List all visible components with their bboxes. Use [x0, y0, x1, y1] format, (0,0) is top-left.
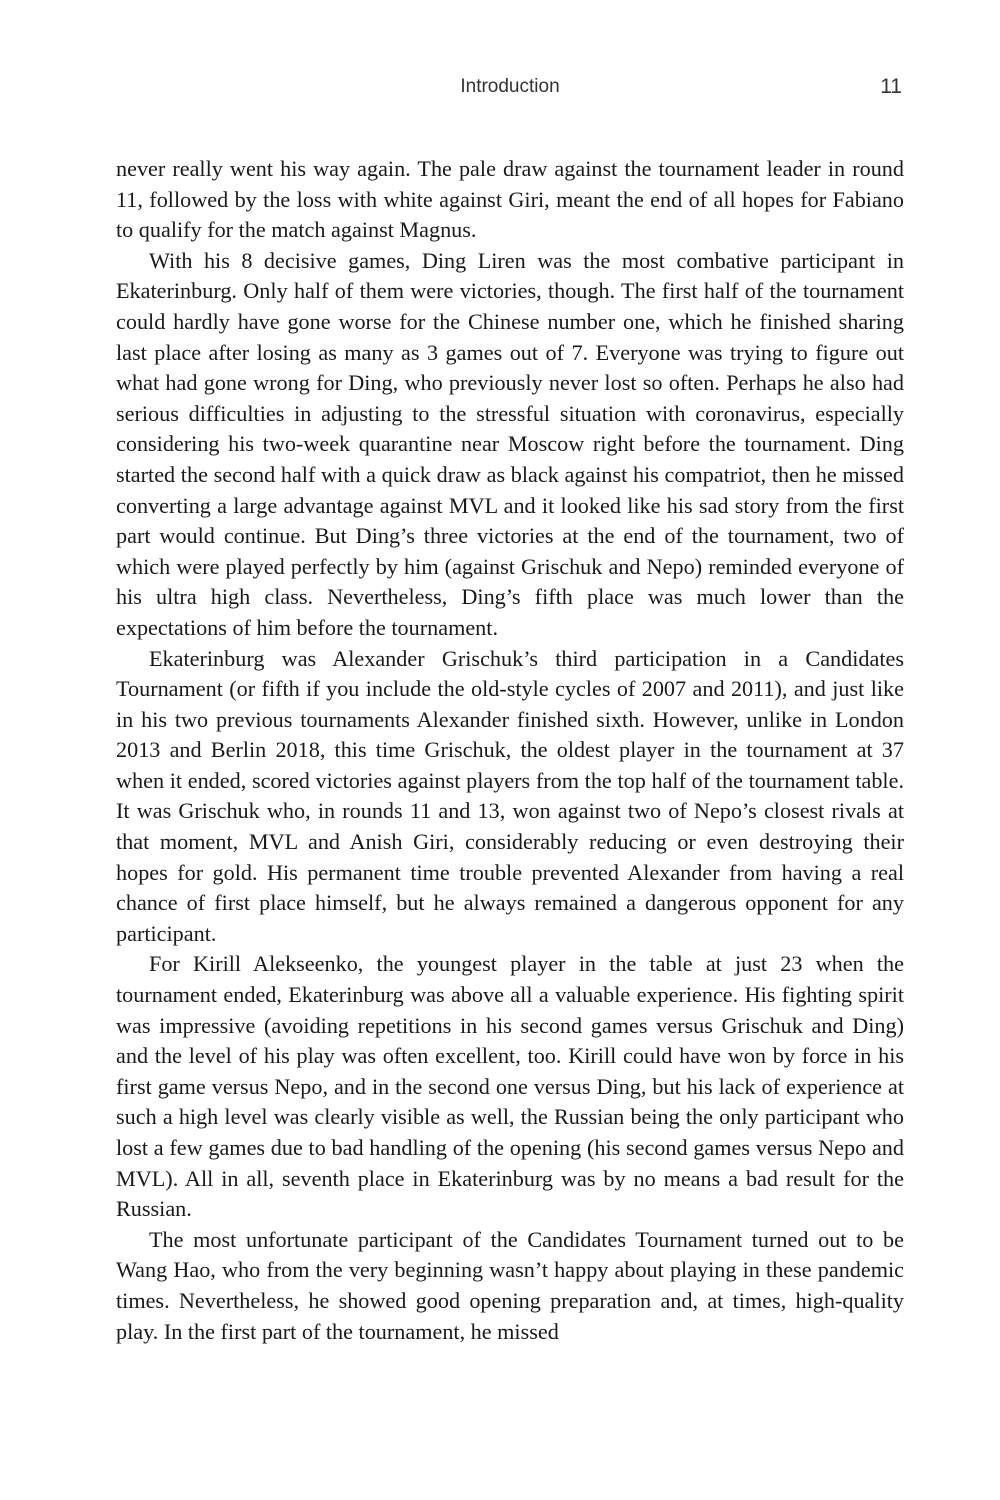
paragraph-grischuk: Ekaterinburg was Alexander Grischuk’s third participation in a Candidates Tournament (or fifth if you include the old-style cycles of 2007 and 2011), and just like in his two previous tournaments Alexander finished sixth. However, unlike in London 2013 and Berlin 2018, this time Grischuk, the oldest player in the tournament at 37 when it ended, scored victories against players from the top half of the tournament table. It was Grischuk who, in rounds 11 and 13, won against two of Nepo’s closest rivals at that moment, MVL and Anish Giri, considerably reducing or even destroying their hopes for gold. His permanent time trouble prevented Alexander from having a real chance of first place himself, but he always remained a dangerous opponent for any participant. — [116, 645, 904, 946]
paragraph-alekseenko: For Kirill Alekseenko, the youngest player in the table at just 23 when the tournament ended, Ekaterinburg was above all a valuable experience. His fighting spirit was impressive (avoiding repetitions in his second games versus Grischuk and Ding) and the level of his play was often excellent, too. Kirill could have won by force in his first game versus Nepo, and in the second one versus Ding, but his lack of experience at such a high level was clearly visible as well, the Russian being the only participant who lost a few games due to bad handling of the opening (his second games versus Nepo and MVL). All in all, seventh place in Ekaterinburg was by no means a bad result for the Russian. — [116, 951, 904, 1222]
running-title: Introduction — [460, 76, 560, 97]
paragraph-ding-liren: With his 8 decisive games, Ding Liren was the most combative participant in Ekaterinburg. Only half of them were victories, though. The first half of the tournament could hardly have gone worse for the Chinese number one, which he finished sharing last place after losing as many as 3 games out of 7. Everyone was trying to figure out what had gone wrong for Ding, who previously never lost so often. Perhaps he also had serious difficulties in adjusting to the stressful situation with coronavirus, especially considering his two-week quarantine near Moscow right before the tournament. Ding started the second half with a quick draw as black against his compatriot, then he missed converting a large advantage against MVL and it looked like his sad story from the first part would continue. But Ding’s three victories at the end of the tournament, two of which were played perfectly by him (against Grischuk and Nepo) reminded everyone of his ultra high class. Nevertheless, Ding’s fifth place was much lower than the expectations of him before the tournament. — [116, 247, 904, 640]
running-header — [116, 76, 904, 106]
paragraph-wang-hao: The most unfortunate participant of the Candidates Tournament turned out to be Wang Hao, who from the very beginning wasn’t happy about playing in these pandemic times. Nevertheless, he showed good opening preparation and, at times, high-quality play. In the first part of the tournament, he missed — [116, 1226, 904, 1344]
body-text — [116, 154, 904, 1347]
paragraph-continuation: never really went his way again. The pale draw against the tournament leader in round 11, followed by the loss with white against Giri, meant the end of all hopes for Fabiano to qualify for the match against Magnus. — [116, 156, 904, 243]
page-number: 11 — [880, 75, 902, 98]
